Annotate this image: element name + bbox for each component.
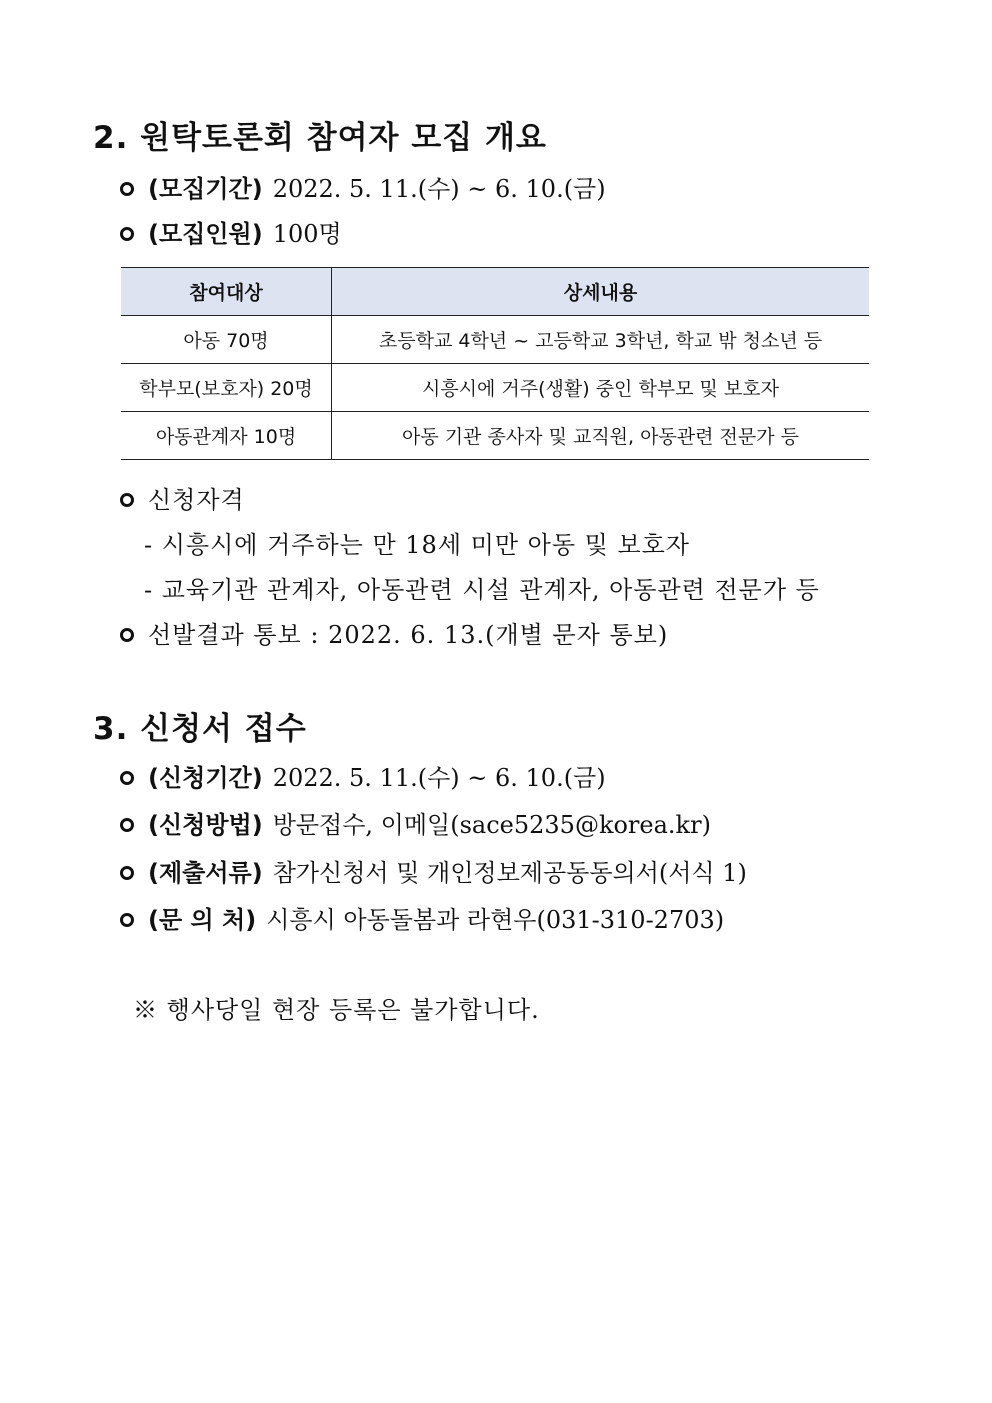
- circle-bullet-icon: [120, 913, 134, 927]
- circle-bullet-icon: [120, 771, 134, 785]
- table-cell-target: 아동관계자 10명: [121, 412, 332, 460]
- section2-title: 2. 원탁토론회 참여자 모집 개요: [93, 120, 547, 156]
- application-item: [120, 805, 711, 840]
- circle-bullet-icon: [120, 628, 134, 642]
- recruit-count: [120, 214, 342, 249]
- application-item-label: (제출서류): [148, 859, 263, 887]
- application-item-value: 2022. 5. 11.(수) ~ 6. 10.(금): [272, 764, 606, 792]
- table-header-row: [121, 268, 869, 316]
- participants-table: [121, 267, 869, 460]
- application-item-value: 방문접수, 이메일(sace5235@korea.kr): [272, 811, 711, 839]
- table-cell-detail: 아동 기관 종사자 및 교직원, 아동관련 전문가 등: [332, 412, 870, 460]
- result-notice: [120, 615, 668, 650]
- table-cell-detail: 시흥시에 거주(생활) 중인 학부모 및 보호자: [332, 364, 870, 412]
- table-row: [121, 412, 869, 460]
- circle-bullet-icon: [120, 493, 134, 507]
- table-header-target: 참여대상: [121, 268, 332, 316]
- result-notice-text: 선발결과 통보 : 2022. 6. 13.(개별 문자 통보): [148, 621, 669, 649]
- application-item-label: (신청방법): [148, 811, 263, 839]
- circle-bullet-icon: [120, 866, 134, 880]
- recruit-count-value: 100명: [272, 220, 342, 248]
- circle-bullet-icon: [120, 818, 134, 832]
- application-item: [120, 853, 747, 888]
- eligibility-title: 신청자격: [148, 486, 245, 514]
- table-cell-target: 학부모(보호자) 20명: [121, 364, 332, 412]
- eligibility-item: - 시흥시에 거주하는 만 18세 미만 아동 및 보호자: [144, 531, 690, 559]
- circle-bullet-icon: [120, 227, 134, 241]
- table-header-detail: 상세내용: [332, 268, 870, 316]
- table-row: [121, 316, 869, 364]
- application-item: [120, 900, 724, 935]
- application-item-value: 참가신청서 및 개인정보제공동동의서(서식 1): [272, 859, 747, 887]
- onsite-registration-note: ※ 행사당일 현장 등록은 불가합니다.: [133, 996, 540, 1024]
- recruit-period: [120, 169, 606, 204]
- application-item-value: 시흥시 아동돌봄과 라현우(031-310-2703): [266, 906, 725, 934]
- recruit-count-label: (모집인원): [148, 220, 263, 248]
- eligibility-item: - 교육기관 관계자, 아동관련 시설 관계자, 아동관련 전문가 등: [144, 576, 820, 604]
- table-row: [121, 364, 869, 412]
- application-item-label: (문 의 처): [148, 906, 257, 934]
- eligibility-heading: [120, 480, 245, 515]
- recruit-period-label: (모집기간): [148, 175, 263, 203]
- section3-title: 3. 신청서 접수: [93, 711, 307, 747]
- table-cell-detail: 초등학교 4학년 ~ 고등학교 3학년, 학교 밖 청소년 등: [332, 316, 870, 364]
- circle-bullet-icon: [120, 182, 134, 196]
- recruit-period-value: 2022. 5. 11.(수) ~ 6. 10.(금): [272, 175, 606, 203]
- application-item-label: (신청기간): [148, 764, 263, 792]
- table-cell-target: 아동 70명: [121, 316, 332, 364]
- application-item: [120, 758, 606, 793]
